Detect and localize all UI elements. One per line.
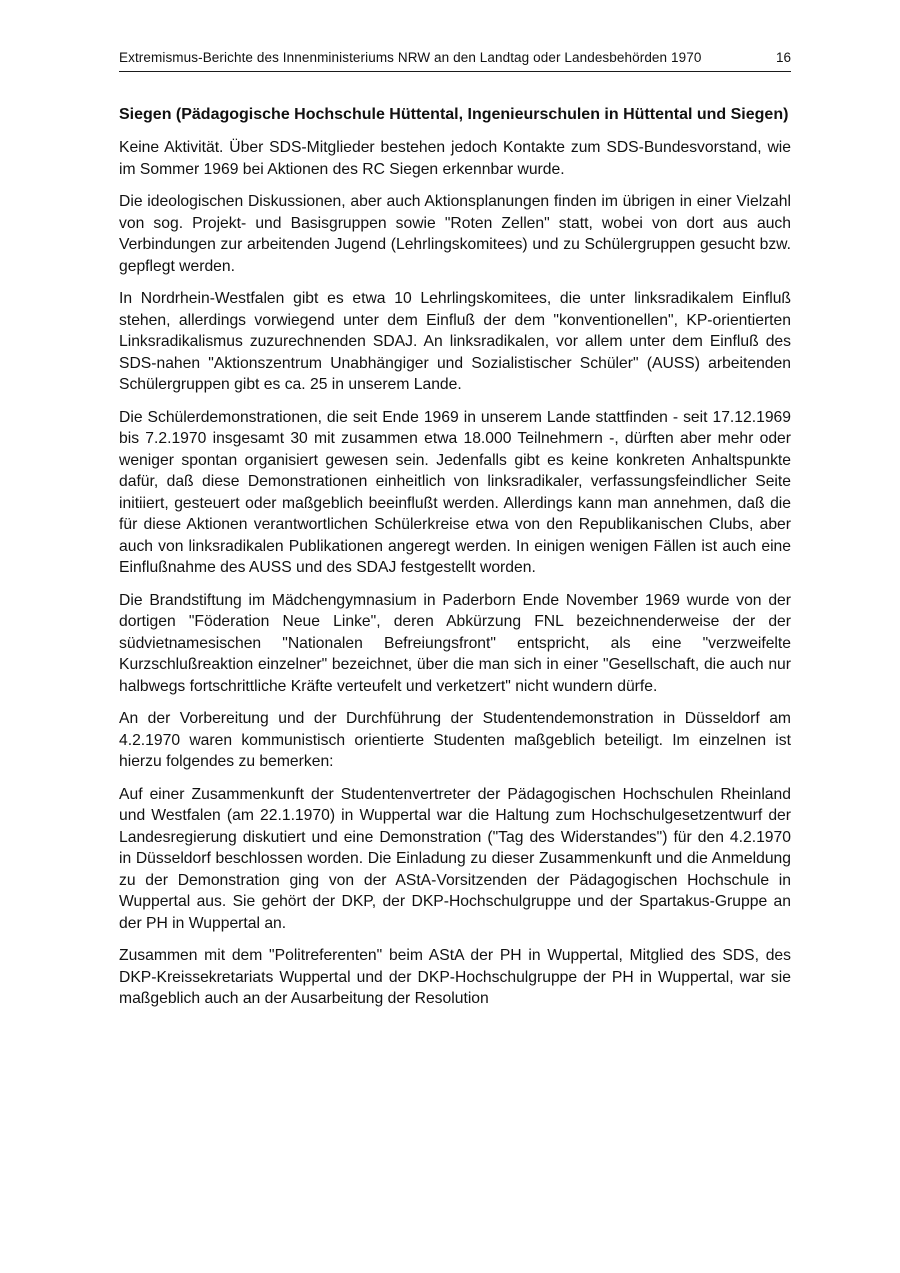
paragraph: Die ideologischen Diskussionen, aber auch Aktionsplanungen finden im übrigen in einer Vielzahl von sog. Projekt- und Basisgruppen sowie "Roten Zellen" statt, wobei von dort aus auch Verbindungen zur arbeitenden Jugend (Lehrlingskomitees) und zu Schülergruppen gesucht bzw. gepflegt werden.: [119, 193, 791, 275]
section-heading: Siegen (Pädagogische Hochschule Hüttental, Ingenieurschulen in Hüttental und Siegen): [119, 106, 789, 123]
paragraph: Auf einer Zusammenkunft der Studentenvertreter der Pädagogischen Hochschulen Rheinland und Westfalen (am 22.1.1970) in Wuppertal war die Haltung zum Hochschulgesetzentwurf der Landesregierung diskutiert und eine Demonstration ("Tag des Widerstandes") für den 4.2.1970 in Düsseldorf beschlossen worden. Die Einladung zu dieser Zusammenkunft und die Anmeldung zu der Demonstration ging von der AStA-Vorsitzenden der Pädagogischen Hochschule in Wuppertal aus. Sie gehört der DKP, der DKP-Hochschulgruppe und der Spartakus-Gruppe an der PH in Wuppertal an.: [119, 785, 791, 932]
page-number: 16: [775, 50, 791, 65]
paragraph: Keine Aktivität. Über SDS-Mitglieder bestehen jedoch Kontakte zum SDS-Bundesvorstand, wie im Sommer 1969 bei Aktionen des RC Siegen erkennbar wurde.: [119, 139, 791, 178]
paragraph: Zusammen mit dem "Politreferenten" beim AStA der PH in Wuppertal, Mitglied des SDS, des DKP-Kreissekretariats Wuppertal und der DKP-Hochschulgruppe der PH in Wuppertal, war sie maßgeblich auch an der Ausarbeitung der Resolution: [119, 947, 791, 1007]
paragraph: Die Schülerdemonstrationen, die seit Ende 1969 in unserem Lande stattfinden - seit 17.12.1969 bis 7.2.1970 insgesamt 30 mit zusammen etwa 18.000 Teilnehmern -, dürften aber mehr oder weniger spontan organisiert gewesen sein. Jedenfalls gibt es keine konkreten Anhaltspunkte dafür, daß diese Demonstrationen einheitlich von linksradikaler, verfassungsfeindlicher Seite initiiert, gesteuert oder maßgeblich beeinflußt werden. Allerdings kann man annehmen, daß die für diese Aktionen verantwortlichen Schülerkreise etwa von den Republikanischen Clubs, aber auch von linksradikalen Publikationen angeregt werden. In einigen wenigen Fällen ist auch eine Einflußnahme des AUSS und des SDAJ festgestellt worden.: [119, 408, 791, 576]
page-header: [119, 50, 791, 72]
paragraph: In Nordrhein-Westfalen gibt es etwa 10 Lehrlingskomitees, die unter linksradikalem Einfluß stehen, allerdings vorwiegend unter dem Einfluß der dem "konventionellen", KP-orientierten Linksradikalismus zuzurechnenden SDAJ. An linksradikalen, vor allem unter dem Einfluß des SDS-nahen "Aktionszentrum Unabhängiger und Sozialistischer Schüler" (AUSS) arbeitenden Schülergruppen gibt es ca. 25 in unserem Lande.: [119, 290, 791, 393]
running-header-title: Extremismus-Berichte des Innenministeriums NRW an den Landtag oder Landesbehörden 1970: [119, 50, 702, 65]
document-body: [119, 104, 791, 1021]
header-rule: [119, 71, 791, 72]
paragraph: Die Brandstiftung im Mädchengymnasium in Paderborn Ende November 1969 wurde von der dortigen "Föderation Neue Linke", deren Abkürzung FNL bezeichnenderweise der der südvietnamesischen "Nationalen Befreiungsfront" entspricht, als eine "verzweifelte Kurzschlußreaktion einzelner" bezeichnet, über die man sich in einer "Gesellschaft, die auch nur halbwegs fortschrittliche Kräfte verteufelt und verketzert" nicht wundern dürfe.: [119, 591, 791, 695]
paragraph: An der Vorbereitung und der Durchführung der Studentendemonstration in Düsseldorf am 4.2.1970 waren kommunistisch orientierte Studenten maßgeblich beteiligt. Im einzelnen ist hierzu folgendes zu bemerken:: [119, 710, 791, 770]
